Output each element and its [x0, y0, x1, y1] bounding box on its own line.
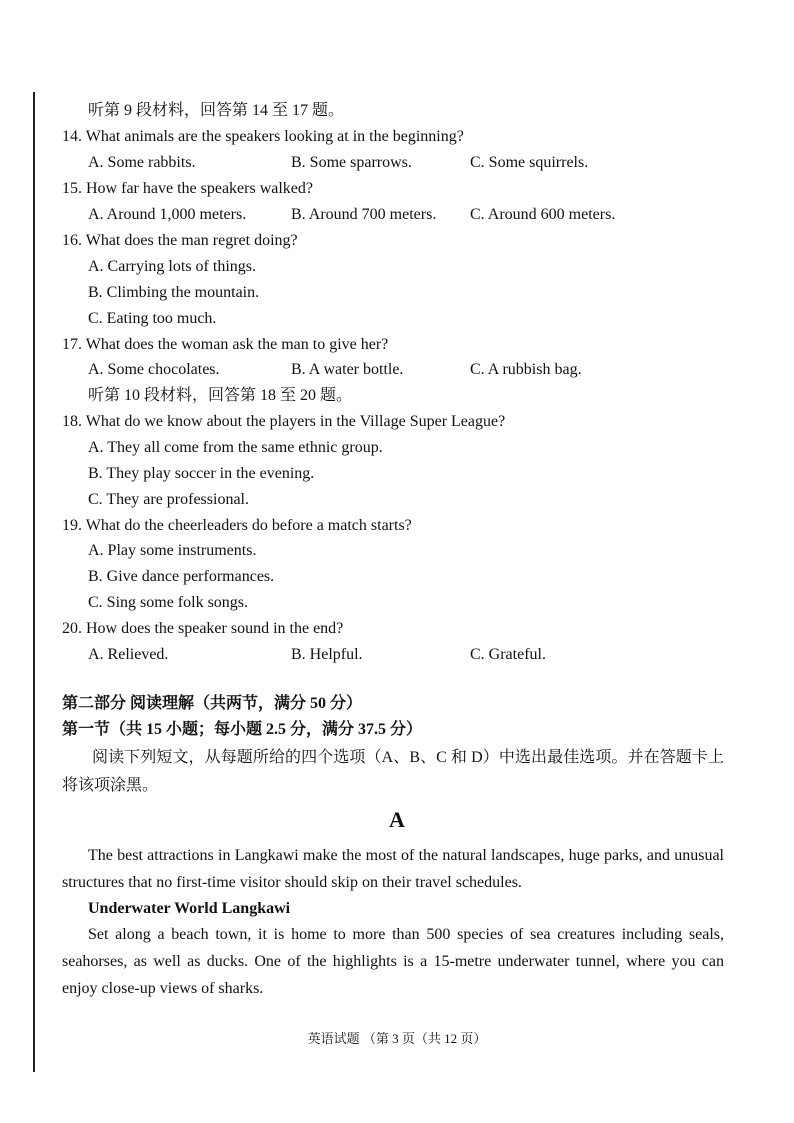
passage-subtitle: Underwater World Langkawi [88, 900, 291, 917]
option-b: B. A water bottle. [291, 361, 404, 378]
question-14: 14. What animals are the speakers looking at in the beginning? [62, 128, 464, 145]
part2-subheading: 第一节（共 15 小题；每小题 2.5 分，满分 37.5 分） [62, 721, 423, 738]
option-a: A. Relieved. [88, 646, 169, 663]
question-19-option-b: B. Give dance performances. [88, 568, 275, 585]
option-c: C. Some squirrels. [470, 154, 589, 171]
question-16-option-a: A. Carrying lots of things. [88, 258, 256, 275]
option-c: C. A rubbish bag. [470, 361, 582, 378]
question-16: 16. What does the man regret doing? [62, 232, 298, 249]
question-17: 17. What does the woman ask the man to give her? [62, 336, 389, 353]
listening-instruction-10: 听第 10 段材料，回答第 18 至 20 题。 [88, 387, 353, 404]
part2-instruction: 阅读下列短文，从每题所给的四个选项（A、B、C 和 D）中选出最佳选项。并在答题卡上将该项涂黑。 [62, 749, 724, 794]
question-15: 15. How far have the speakers walked? [62, 180, 314, 197]
option-b: B. Helpful. [291, 646, 363, 663]
option-a: A. Some chocolates. [88, 361, 220, 378]
option-b: B. Some sparrows. [291, 154, 412, 171]
question-19: 19. What do the cheerleaders do before a match starts? [62, 517, 412, 534]
part2-heading: 第二部分 阅读理解（共两节，满分 50 分） [62, 695, 363, 712]
question-18-option-c: C. They are professional. [88, 491, 249, 508]
option-c: C. Around 600 meters. [470, 206, 616, 223]
question-18: 18. What do we know about the players in the Village Super League? [62, 413, 506, 430]
question-18-option-a: A. They all come from the same ethnic group. [88, 439, 383, 456]
question-19-option-a: A. Play some instruments. [88, 542, 257, 559]
option-b: B. Around 700 meters. [291, 206, 437, 223]
option-c: C. Grateful. [470, 646, 546, 663]
option-a: A. Around 1,000 meters. [88, 206, 247, 223]
passage-letter: A [389, 807, 405, 832]
question-19-option-c: C. Sing some folk songs. [88, 594, 249, 611]
margin-rule [33, 92, 35, 1072]
question-16-option-b: B. Climbing the mountain. [88, 284, 260, 301]
passage-paragraph: Set along a beach town, it is home to more than 500 species of sea creatures including seals, seahorses, as well as ducks. One of the highlights is a 15-metre underwater tunnel, where you can enjoy close-up views of sharks. [62, 926, 724, 997]
question-16-option-c: C. Eating too much. [88, 310, 217, 327]
page-footer: 英语试题 （第 3 页（共 12 页） [307, 1031, 487, 1046]
question-18-option-b: B. They play soccer in the evening. [88, 465, 315, 482]
listening-instruction-9: 听第 9 段材料，回答第 14 至 17 题。 [88, 102, 345, 119]
passage-intro: The best attractions in Langkawi make the most of the natural landscapes, huge parks, and unusual structures that no first-time visitor should skip on their travel schedules. [62, 847, 724, 891]
option-a: A. Some rabbits. [88, 154, 196, 171]
question-20: 20. How does the speaker sound in the end? [62, 620, 344, 637]
